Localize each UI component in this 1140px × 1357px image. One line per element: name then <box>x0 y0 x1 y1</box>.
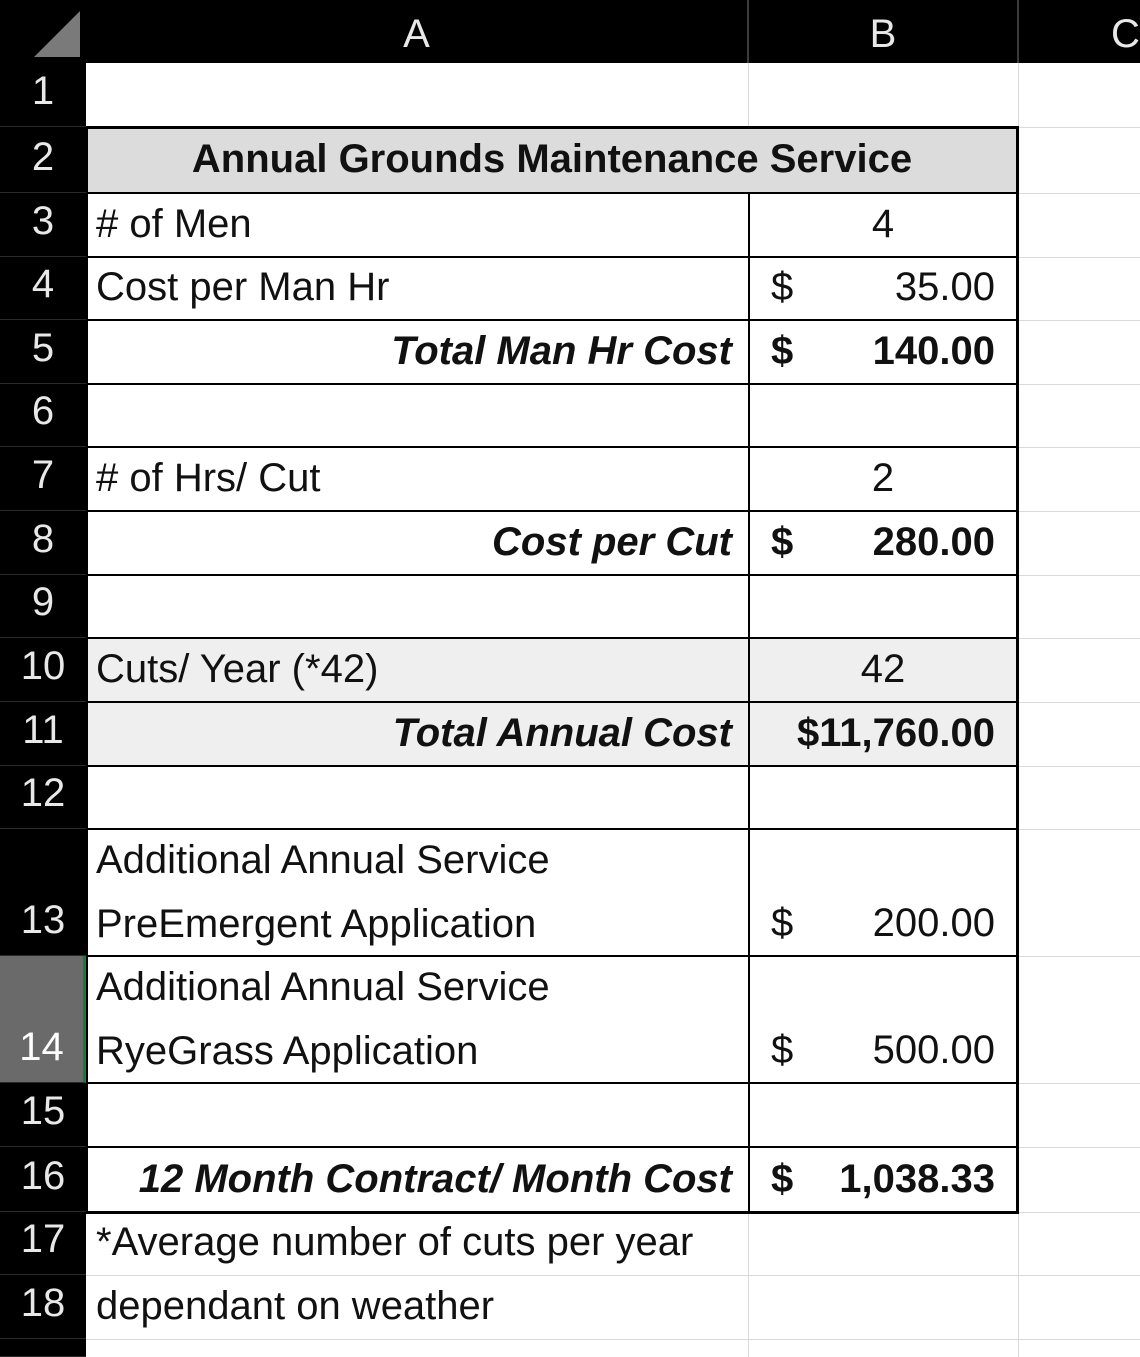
monthly-cost-label[interactable]: 12 Month Contract/ Month Cost <box>138 1157 732 1201</box>
note-line2[interactable]: dependant on weather <box>96 1284 495 1328</box>
table-row-line <box>86 510 1019 512</box>
total-annual-cost-label[interactable]: Total Annual Cost <box>392 711 732 755</box>
table-row-line <box>86 319 1019 321</box>
title-cell[interactable]: Annual Grounds Maintenance Service <box>191 137 913 181</box>
row-header-2[interactable]: 2 <box>0 127 86 193</box>
ryegrass-line1: Additional Annual Service <box>96 965 550 1009</box>
column-header-b[interactable]: B <box>749 0 1019 63</box>
cuts-per-year-value[interactable]: 42 <box>860 647 906 691</box>
column-header-c[interactable]: C <box>1019 0 1140 63</box>
row-header-5[interactable]: 5 <box>0 320 86 384</box>
table-row-line <box>86 383 1019 385</box>
currency-symbol: $ <box>771 1028 794 1072</box>
gridline <box>86 1339 1140 1340</box>
row-header-4[interactable]: 4 <box>0 257 86 320</box>
row-header-10[interactable]: 10 <box>0 638 86 702</box>
row-header-1[interactable]: 1 <box>0 63 86 127</box>
total-annual-cost-value[interactable]: $11,760.00 <box>797 711 995 755</box>
table-row-line <box>86 828 1019 830</box>
preemergent-value: 200.00 <box>872 901 995 945</box>
row-header-18[interactable]: 18 <box>0 1275 86 1339</box>
table-row-line <box>86 192 1019 194</box>
table-border-right <box>1016 126 1019 1214</box>
hrs-per-cut-value[interactable]: 2 <box>871 456 895 500</box>
select-all-icon <box>34 11 80 57</box>
currency-symbol: $ <box>771 265 794 309</box>
table-row-line <box>86 1146 1019 1148</box>
cost-per-cut-label[interactable]: Cost per Cut <box>492 520 732 564</box>
table-row-line <box>86 637 1019 639</box>
table-row-line <box>86 1082 1019 1084</box>
row-header-16[interactable]: 16 <box>0 1147 86 1212</box>
ryegrass-value-cell[interactable] <box>749 956 1017 1083</box>
row-header-11[interactable]: 11 <box>0 702 86 766</box>
cost-per-man-hr-value: 35.00 <box>894 265 995 309</box>
total-man-hr-cost-value-cell[interactable] <box>749 320 1017 384</box>
table-border-top <box>86 126 1019 129</box>
total-man-hr-cost-value: 140.00 <box>872 329 995 373</box>
cost-per-cut-value: 280.00 <box>872 520 995 564</box>
hrs-per-cut-label[interactable]: # of Hrs/ Cut <box>96 456 321 500</box>
table-border-left <box>86 126 88 1214</box>
preemergent-label[interactable] <box>88 829 748 956</box>
row-header-6[interactable]: 6 <box>0 384 86 447</box>
column-header-a[interactable]: A <box>86 0 749 63</box>
row-header-19 <box>0 1339 86 1357</box>
currency-symbol: $ <box>771 329 794 373</box>
cost-per-cut-value-cell[interactable] <box>749 511 1017 575</box>
row-header-7[interactable]: 7 <box>0 447 86 511</box>
table-border-bottom <box>86 1211 1019 1214</box>
currency-symbol: $ <box>771 1157 794 1201</box>
currency-symbol: $ <box>771 901 794 945</box>
ryegrass-label[interactable] <box>88 956 748 1083</box>
table-row-line <box>86 446 1019 448</box>
cost-per-man-hr-label[interactable]: Cost per Man Hr <box>96 265 390 309</box>
monthly-cost-value: 1,038.33 <box>839 1157 995 1201</box>
select-all-corner[interactable] <box>0 0 86 63</box>
monthly-cost-value-cell[interactable] <box>749 1147 1017 1212</box>
ryegrass-line2: RyeGrass Application <box>96 1029 479 1073</box>
row-header-15[interactable]: 15 <box>0 1083 86 1147</box>
cost-per-man-hr-value-cell[interactable] <box>749 257 1017 320</box>
preemergent-value-cell[interactable] <box>749 829 1017 956</box>
table-row-line <box>86 574 1019 576</box>
table-row-line <box>86 955 1019 957</box>
table-row-line <box>86 256 1019 258</box>
table-row-line <box>86 701 1019 703</box>
row-header-17[interactable]: 17 <box>0 1212 86 1275</box>
men-value[interactable]: 4 <box>871 202 895 246</box>
row-header-14[interactable]: 14 <box>0 956 86 1083</box>
note-line1[interactable]: *Average number of cuts per year <box>96 1220 694 1264</box>
table-row-line <box>86 765 1019 767</box>
row-header-3[interactable]: 3 <box>0 193 86 257</box>
ryegrass-value: 500.00 <box>872 1028 995 1072</box>
currency-symbol: $ <box>771 520 794 564</box>
preemergent-line2: PreEmergent Application <box>96 902 537 946</box>
row-header-13[interactable]: 13 <box>0 829 86 956</box>
row-header-12[interactable]: 12 <box>0 766 86 829</box>
cuts-per-year-label[interactable]: Cuts/ Year (*42) <box>96 647 379 691</box>
total-man-hr-cost-label[interactable]: Total Man Hr Cost <box>391 329 732 373</box>
men-label[interactable]: # of Men <box>96 202 252 246</box>
preemergent-line1: Additional Annual Service <box>96 838 550 882</box>
row-header-9[interactable]: 9 <box>0 575 86 638</box>
row-header-8[interactable]: 8 <box>0 511 86 575</box>
